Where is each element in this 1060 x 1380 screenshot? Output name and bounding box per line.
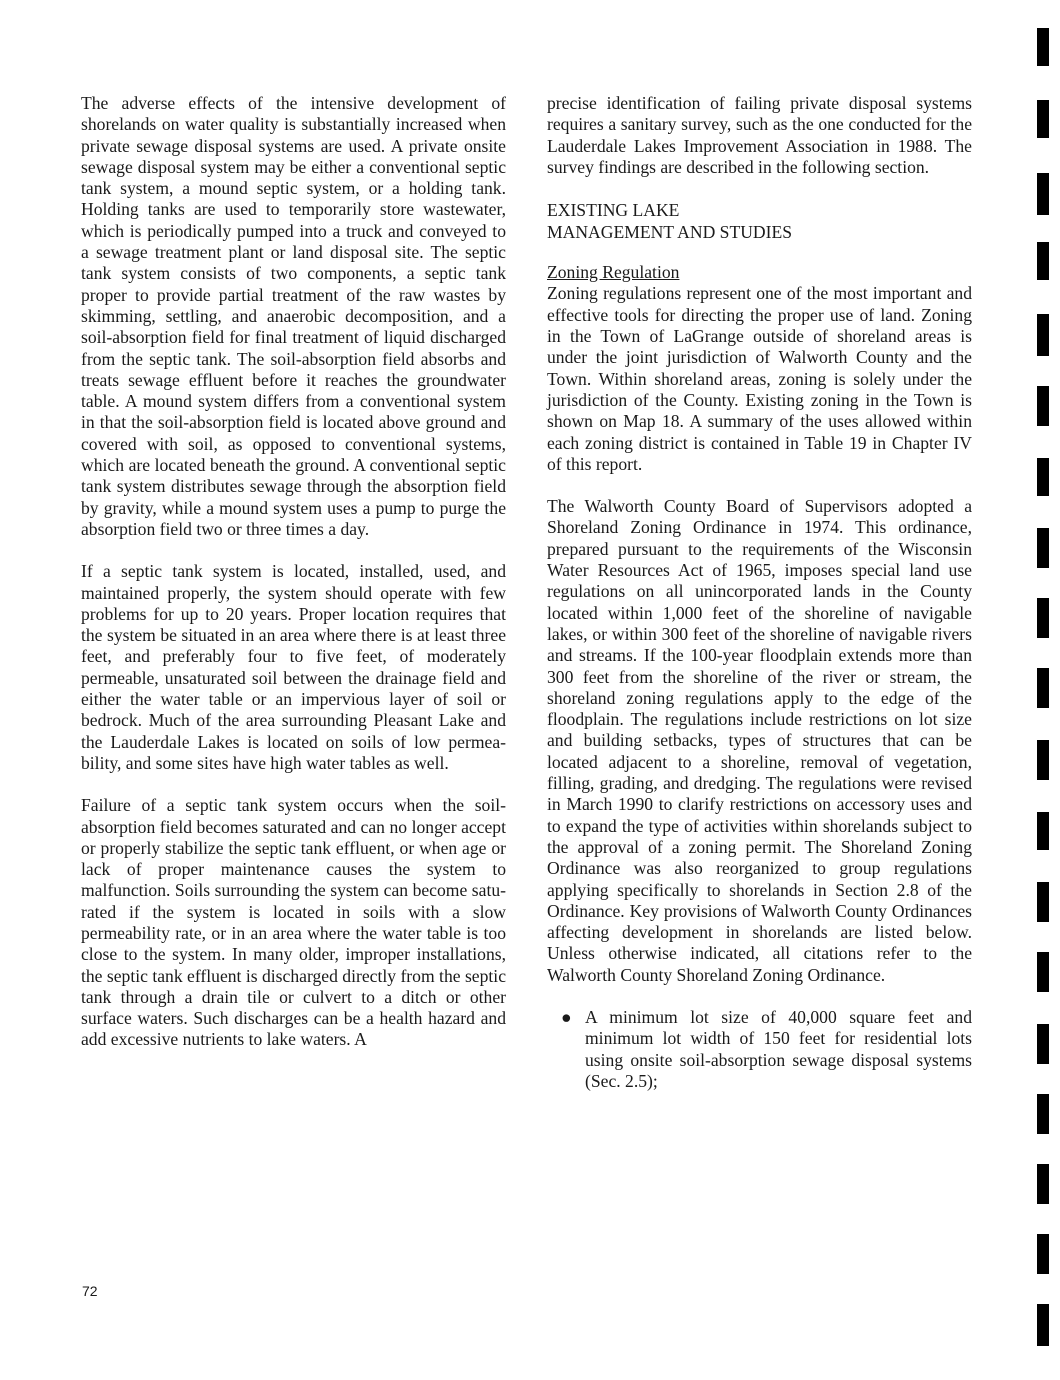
paragraph-walworth-ordinance: The Walworth County Board of Supervisors adopted a Shoreland Zoning Ordinance in 1974. This ordinance, prepared pursuant to the requirements of the Wisconsin Water Resources Act of 1965, imposes special land use regulations on all unincorporated lands in the County located within 1,000 feet of the shoreline of navigable lakes, or within 300 feet of the shoreline of navigable rivers and streams. If the 100-year floodplain extends more than 300 feet from the shoreline of the river or stream, the shoreland zoning regulations apply to the edge of the floodplain. The regulations include restrictions on lot size and building setbacks, types of structures that can be located adjacent to a shoreline, removal of vegetation, filling, grading, and dredging. The regulations were revised in March 1990 to clarify restrictions on accessory uses and to expand the type of activities within shorelands subject to the approval of a zoning permit. The Shoreland Zoning Ordinance was also reorganized to group regulations applying specifically to shorelands in Section 2.8 of the Ordinance. Key provisions of Walworth County Ordinances affecting development in shorelands are listed below. Unless otherwise indicated, all citations refer to the Walworth County Shoreland Zoning Ordinance.: [547, 496, 972, 985]
section-heading-line-1: EXISTING LAKE: [547, 200, 680, 221]
edge-mark: [1037, 1304, 1049, 1346]
edge-mark: [1037, 1024, 1049, 1064]
edge-mark: [1037, 100, 1049, 138]
paragraph-septic-location: If a septic tank system is located, installed, used, and maintained properly, the system should operate with few problems for up to 20 years. Proper location requires that the system be situated in an area where there is at least three feet, and preferably four to five feet, of moderately permeable, unsaturated soil between the drainage field and either the water table or an impervious layer of soil or bedrock. Much of the area surrounding Pleasant Lake and the Lauderdale Lakes is located on soils of low permeability, and some sites have high water tables as well.: [81, 561, 506, 773]
edge-mark: [1037, 528, 1049, 568]
edge-mark: [1037, 314, 1049, 356]
left-column: [81, 93, 506, 1051]
edge-mark: [1037, 1234, 1049, 1274]
paragraph-zoning: Zoning regulations represent one of the most important and effective tools for directing the proper use of land. Zoning in the Town of LaGrange outside of shoreland areas is under the joint jurisdiction of Walworth County and the Town. Within shoreland areas, zoning is solely under the jurisdiction of the County. Existing zoning in the Town is shown on Map 18. A summary of the uses allowed within each zoning district is contained in Table 19 in Chapter IV of this report.: [547, 283, 972, 474]
edge-mark: [1037, 458, 1049, 496]
section-heading-line-2: MANAGEMENT AND STUDIES: [547, 222, 793, 243]
right-column: [547, 93, 972, 1092]
paragraph-continuation: precise identification of failing private disposal systems requires a sanitary survey, such as the one conducted for the Lauderdale Lakes Improvement Association in 1988. The survey findings are described in the following section.: [547, 93, 972, 177]
section-heading: [547, 199, 972, 243]
edge-mark: [1037, 242, 1049, 280]
paragraph-septic-failure: Failure of a septic tank system occurs when the soil-absorption field becomes saturated and can no longer accept or properly stabilize the septic tank effluent, or when age or lack of proper maintenance causes the system to malfunction. Soils surrounding the system can become saturated if the system is located in soils with a slow permeability rate, or in an area where the water table is too close to the system. In many older, improper installations, the septic tank effluent is discharged directly from the septic tank through a drain tile or culvert to a ditch or other surface waters. Such discharges can be a health hazard and add excessive nutrients to lake waters. A: [81, 795, 506, 1050]
paragraph-septic-systems: The adverse effects of the intensive development of shorelands on water quality is substantially increased when private sewage disposal systems are used. A private onsite sewage disposal system may be either a conventional septic tank system, a mound septic system, or a holding tank. Holding tanks are used to temporarily store wastewater, which is periodically pumped into a truck and conveyed to a sewage treatment plant or land disposal site. The septic tank system consists of two components, a septic tank proper to provide partial treatment of the raw wastes by skimming, settling, and anaerobic decomposition, and a soil-absorption field for final treatment of liquid discharged from the septic tank. The soil-absorption field absorbs and treats sewage effluent before it reaches the groundwater table. A mound system differs from a conventional system in that the soil-absorption field is located above ground and covered with soil, as opposed to conventional systems, which are located beneath the ground. A conventional septic tank system distributes sewage through the absorption field by gravity, while a mound system uses a pump to purge the absorption field two or three times a day.: [81, 93, 506, 539]
edge-mark: [1037, 668, 1049, 708]
scan-edge-marks: [1037, 0, 1051, 1380]
edge-mark: [1037, 882, 1049, 922]
bullet-icon: ●: [561, 1006, 572, 1027]
list-item-text: A minimum lot size of 40,000 square feet and minimum lot width of 150 feet for residential lots using onsite soil-absorption sewage disposal systems (Sec. 2.5);: [585, 1006, 972, 1091]
list-item: [547, 1007, 972, 1092]
edge-mark: [1037, 28, 1049, 66]
edge-mark: [1037, 386, 1049, 426]
page-number: 72: [82, 1283, 98, 1299]
edge-mark: [1037, 173, 1049, 215]
edge-mark: [1037, 812, 1049, 850]
edge-mark: [1037, 1094, 1049, 1134]
edge-mark: [1037, 598, 1049, 638]
subheading-zoning-regulation: Zoning Regulation: [547, 262, 680, 283]
edge-mark: [1037, 952, 1049, 992]
edge-mark: [1037, 740, 1049, 780]
provisions-list: [547, 1007, 972, 1092]
edge-mark: [1037, 1164, 1049, 1204]
